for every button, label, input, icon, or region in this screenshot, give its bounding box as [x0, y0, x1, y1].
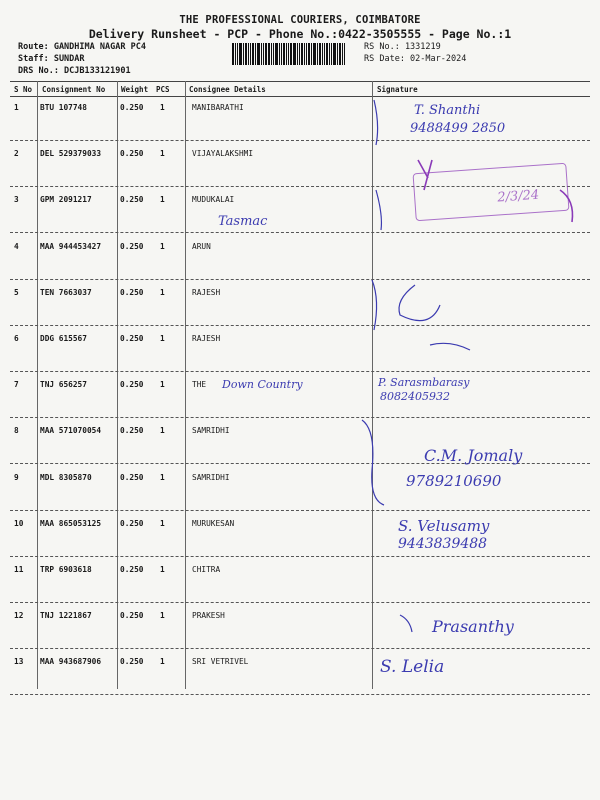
row-weight: 0.250	[120, 103, 144, 112]
row-consignee: SAMRIDHI	[192, 473, 230, 482]
row-consignee: CHITRA	[192, 565, 221, 574]
row-pcs: 1	[160, 611, 165, 620]
col-header-signature: Signature	[377, 85, 418, 94]
row-weight: 0.250	[120, 195, 144, 204]
row-sno: 2	[14, 149, 19, 158]
row-consignment-no: MAA 944453427	[40, 242, 102, 251]
sig-r10-phone: 9443839488	[398, 536, 488, 552]
col-header-consignment: Consignment No	[42, 85, 106, 94]
row-consignee: RAJESH	[192, 334, 221, 343]
row-sno: 6	[14, 334, 19, 343]
sig-r7-phone: 8082405932	[380, 390, 450, 403]
col-header-pcs: PCS	[156, 85, 170, 94]
row-weight: 0.250	[120, 519, 144, 528]
row-weight: 0.250	[120, 288, 144, 297]
row-weight: 0.250	[120, 611, 144, 620]
route-label: Route: GANDHIMA NAGAR PC4	[18, 42, 146, 52]
row-weight: 0.250	[120, 473, 144, 482]
row-pcs: 1	[160, 426, 165, 435]
sig-r9-phone: 9789210690	[406, 472, 502, 490]
row-sno: 8	[14, 426, 19, 435]
row-pcs: 1	[160, 288, 165, 297]
row-consignee: MUDUKALAI	[192, 195, 235, 204]
sig-r10-name: S. Velusamy	[398, 517, 490, 535]
row-consignment-no: BTU 107748	[40, 103, 87, 112]
row-pcs: 1	[160, 334, 165, 343]
company-title: THE PROFESSIONAL COURIERS, COIMBATORE	[179, 14, 421, 26]
row-sno: 13	[14, 657, 24, 666]
col-header-weight: Weight	[121, 85, 149, 94]
row-consignment-no: TRP 6903618	[40, 565, 92, 574]
row-weight: 0.250	[120, 380, 144, 389]
sig-r7-note: Down Country	[222, 378, 303, 391]
rs-number: RS No.: 1331219	[364, 42, 441, 52]
row-consignee: SAMRIDHI	[192, 426, 230, 435]
row-consignment-no: TNJ 656257	[40, 380, 87, 389]
row-weight: 0.250	[120, 657, 144, 666]
sig-r13-name: S. Lelia	[380, 657, 445, 677]
row-sno: 4	[14, 242, 19, 251]
row-pcs: 1	[160, 380, 165, 389]
row-sno: 7	[14, 380, 19, 389]
row-consignment-no: MAA 571070054	[40, 426, 102, 435]
row-consignee: VIJAYALAKSHMI	[192, 149, 254, 158]
row-pcs: 1	[160, 657, 165, 666]
stamp-date: 2/3/24	[496, 187, 540, 206]
row-consignee: PRAKESH	[192, 611, 225, 620]
row-consignment-no: GPM 2091217	[40, 195, 92, 204]
row-consignment-no: TNJ 1221867	[40, 611, 92, 620]
row-pcs: 1	[160, 103, 165, 112]
row-consignment-no: TEN 7663037	[40, 288, 92, 297]
col-header-consignee: Consignee Details	[189, 85, 266, 94]
row-weight: 0.250	[120, 334, 144, 343]
row-consignee: THE	[192, 380, 207, 389]
sig-r7-name: P. Sarasmbarasy	[378, 376, 470, 389]
row-pcs: 1	[160, 565, 165, 574]
row-pcs: 1	[160, 473, 165, 482]
row-weight: 0.250	[120, 149, 144, 158]
row-sno: 9	[14, 473, 19, 482]
staff-label: Staff: SUNDAR	[18, 54, 85, 64]
sig-r8-name: C.M. Jomaly	[424, 446, 523, 465]
sig-r1-name: T. Shanthi	[414, 103, 481, 118]
row-sno: 5	[14, 288, 19, 297]
row-pcs: 1	[160, 149, 165, 158]
row-pcs: 1	[160, 195, 165, 204]
drs-label: DRS No.: DCJB133121901	[18, 66, 131, 76]
row-consignee: RAJESH	[192, 288, 221, 297]
row-consignee: SRI VETRIVEL	[192, 657, 249, 666]
row-consignment-no: DDG 615567	[40, 334, 87, 343]
row-weight: 0.250	[120, 565, 144, 574]
row-sno: 10	[14, 519, 24, 528]
row-sno: 3	[14, 195, 19, 204]
rs-date: RS Date: 02-Mar-2024	[364, 54, 467, 64]
row-sno: 12	[14, 611, 24, 620]
runsheet-subtitle: Delivery Runsheet - PCP - Phone No.:0422-3505555 - Page No.:1	[88, 27, 512, 41]
row-consignment-no: DEL 529379033	[40, 149, 102, 158]
row-sno: 1	[14, 103, 19, 112]
sig-r3-note: Tasmac	[218, 214, 268, 229]
row-consignee: MANIBARATHI	[192, 103, 244, 112]
row-consignment-no: MAA 943687906	[40, 657, 102, 666]
row-consignee: ARUN	[192, 242, 211, 251]
row-pcs: 1	[160, 242, 165, 251]
sig-r12-name: Prasanthy	[432, 617, 514, 636]
row-pcs: 1	[160, 519, 165, 528]
row-weight: 0.250	[120, 242, 144, 251]
row-consignment-no: MDL 8305870	[40, 473, 92, 482]
row-sno: 11	[14, 565, 24, 574]
row-weight: 0.250	[120, 426, 144, 435]
sig-r1-phone: 9488499 2850	[410, 121, 506, 136]
row-consignment-no: MAA 865053125	[40, 519, 102, 528]
row-consignee: MURUKESAN	[192, 519, 235, 528]
col-header-sno: S No	[14, 85, 33, 94]
